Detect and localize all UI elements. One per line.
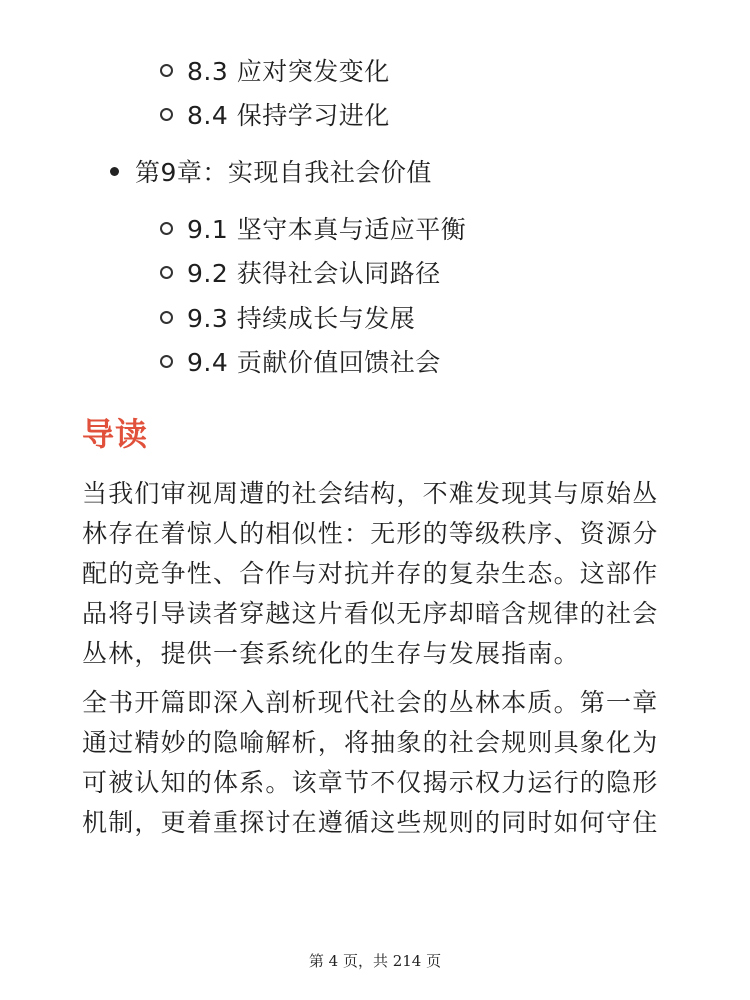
paragraph-line: 林存在着惊人的相似性：无形的等级秩序、资源分 (82, 519, 659, 548)
outline-subitem-label: 9.2 获得社会认同路径 (187, 259, 441, 288)
paragraph-line: 通过精妙的隐喻解析，将抽象的社会规则具象化为 (82, 728, 659, 757)
paragraph-line: 配的竞争性、合作与对抗并存的复杂生态。这部作 (82, 559, 659, 588)
paragraph-line: 品将引导读者穿越这片看似无序却暗含规律的社会 (82, 599, 659, 628)
outline-subitem (160, 94, 390, 134)
paragraph-line: 机制，更着重探讨在遵循这些规则的同时如何守住 (82, 808, 659, 837)
outline-subitem-label: 9.4 贡献价值回馈社会 (187, 348, 441, 377)
section-heading: 导读 (82, 415, 149, 453)
outline-subitem (160, 252, 441, 292)
paragraph-line: 当我们审视周遭的社会结构，不难发现其与原始丛 (82, 479, 659, 508)
intro-paragraph (82, 474, 674, 674)
paragraph-line: 全书开篇即深入剖析现代社会的丛林本质。第一章 (82, 688, 659, 717)
hollow-bullet-icon (160, 108, 173, 121)
outline-subitem (160, 297, 415, 337)
page-number: 第 4 页，共 214 页 (308, 952, 442, 970)
outline-subitem-label: 8.3 应对突发变化 (187, 57, 390, 86)
outline-chapter (110, 151, 432, 191)
hollow-bullet-icon (160, 64, 173, 77)
filled-bullet-icon (110, 167, 119, 176)
paragraph-line: 丛林，提供一套系统化的生存与发展指南。 (82, 639, 580, 668)
outline-subitem (160, 341, 441, 381)
outline-subitem-label: 9.3 持续成长与发展 (187, 304, 416, 333)
hollow-bullet-icon (160, 311, 173, 324)
hollow-bullet-icon (160, 266, 173, 279)
hollow-bullet-icon (160, 222, 173, 235)
outline-subitem (160, 208, 466, 248)
intro-paragraph (82, 683, 674, 843)
outline-subitem-label: 8.4 保持学习进化 (187, 101, 390, 130)
outline-subitem (160, 50, 390, 90)
paragraph-line: 可被认知的体系。该章节不仅揭示权力运行的隐形 (82, 768, 659, 797)
outline-chapter-label: 第9章：实现自我社会价值 (135, 158, 432, 187)
hollow-bullet-icon (160, 355, 173, 368)
outline-subitem-label: 9.1 坚守本真与适应平衡 (187, 215, 467, 244)
